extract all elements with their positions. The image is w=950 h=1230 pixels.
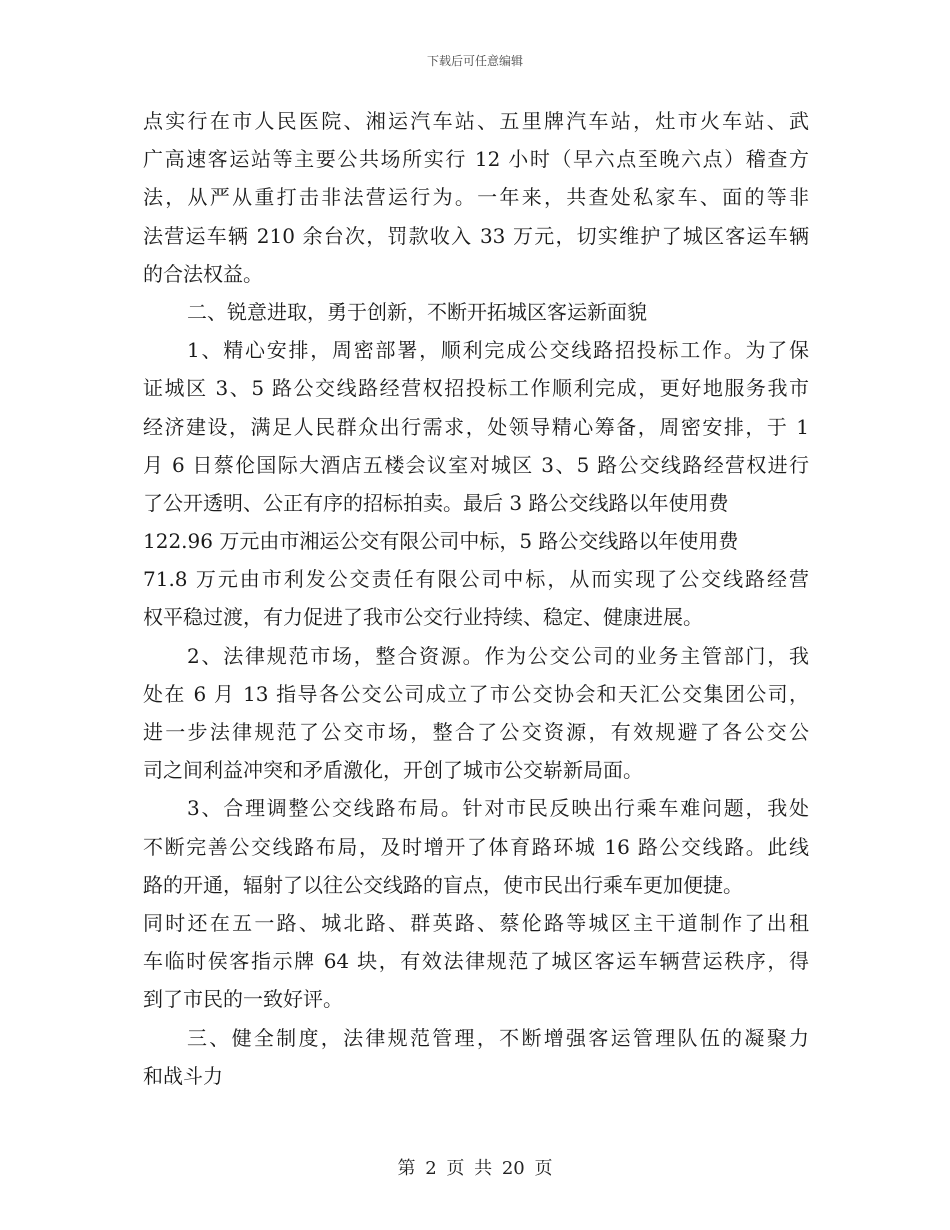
body-line: 到了市民的一致好评。 (143, 987, 343, 1012)
body-line: 经济建设，满足人民群众出行需求，处领导精心筹备，周密安排，于 1 (143, 414, 809, 439)
section-heading: 二、锐意进取，勇于创新，不断开拓城区客运新面貌 (187, 299, 647, 324)
body-line: 法，从严从重打击非法营运行为。一年来，共查处私家车、面的等非 (143, 185, 809, 210)
body-line: 不断完善公交线路布局，及时增开了体育路环城 16 路公交线路。此线 (143, 834, 809, 859)
body-line: 了公开透明、公正有序的招标拍卖。最后 3 路公交线路以年使用费 (143, 490, 729, 515)
body-line: 司之间利益冲突和矛盾激化，开创了城市公交崭新局面。 (143, 758, 643, 783)
body-line: 71.8 万元由市利发公交责任有限公司中标，从而实现了公交线路经营 (143, 567, 809, 592)
body-line: 路的开通，辐射了以往公交线路的盲点，使市民出行乘车更加便捷。 (143, 872, 743, 897)
section-heading: 三、健全制度，法律规范管理，不断增强客运管理队伍的凝聚力 (187, 1025, 809, 1050)
body-line: 月 6 日蔡伦国际大酒店五楼会议室对城区 3、5 路公交线路经营权进行 (143, 452, 809, 477)
body-line: 车临时侯客指示牌 64 块，有效法律规范了城区客运车辆营运秩序，得 (143, 949, 809, 974)
page-number: 第 2 页 共 20 页 (397, 1158, 553, 1179)
body-line: 证城区 3、5 路公交线路经营权招投标工作顺利完成，更好地服务我市 (143, 376, 809, 401)
body-line: 122.96 万元由市湘运公交有限公司中标，5 路公交线路以年使用费 (143, 529, 739, 554)
document-body (143, 102, 809, 1095)
section-heading-continued: 和战斗力 (143, 1063, 223, 1088)
body-line: 权平稳过渡，有力促进了我市公交行业持续、稳定、健康进展。 (143, 605, 703, 630)
body-line: 点实行在市人民医院、湘运汽车站、五里牌汽车站，灶市火车站、武 (143, 109, 809, 133)
body-line: 1、精心安排，周密部署，顺利完成公交线路招投标工作。为了保 (187, 338, 809, 363)
body-line: 法营运车辆 210 余台次，罚款收入 33 万元，切实维护了城区客运车辆 (143, 223, 809, 248)
body-line: 的合法权益。 (143, 261, 263, 286)
body-line: 处在 6 月 13 指导各公交公司成立了市公交协会和天汇公交集团公司， (143, 681, 809, 706)
body-line: 进一步法律规范了公交市场，整合了公交资源，有效规避了各公交公 (143, 720, 809, 744)
body-line: 2、法律规范市场，整合资源。作为公交公司的业务主管部门，我 (187, 643, 809, 668)
body-line: 广高速客运站等主要公共场所实行 12 小时（早六点至晚六点）稽查方 (143, 147, 809, 172)
body-line: 3、合理调整公交线路布局。针对市民反映出行乘车难问题，我处 (187, 796, 809, 821)
body-line: 同时还在五一路、城北路、群英路、蔡伦路等城区主干道制作了出租 (143, 910, 809, 935)
page-header-note: 下载后可任意编辑 (426, 54, 523, 68)
